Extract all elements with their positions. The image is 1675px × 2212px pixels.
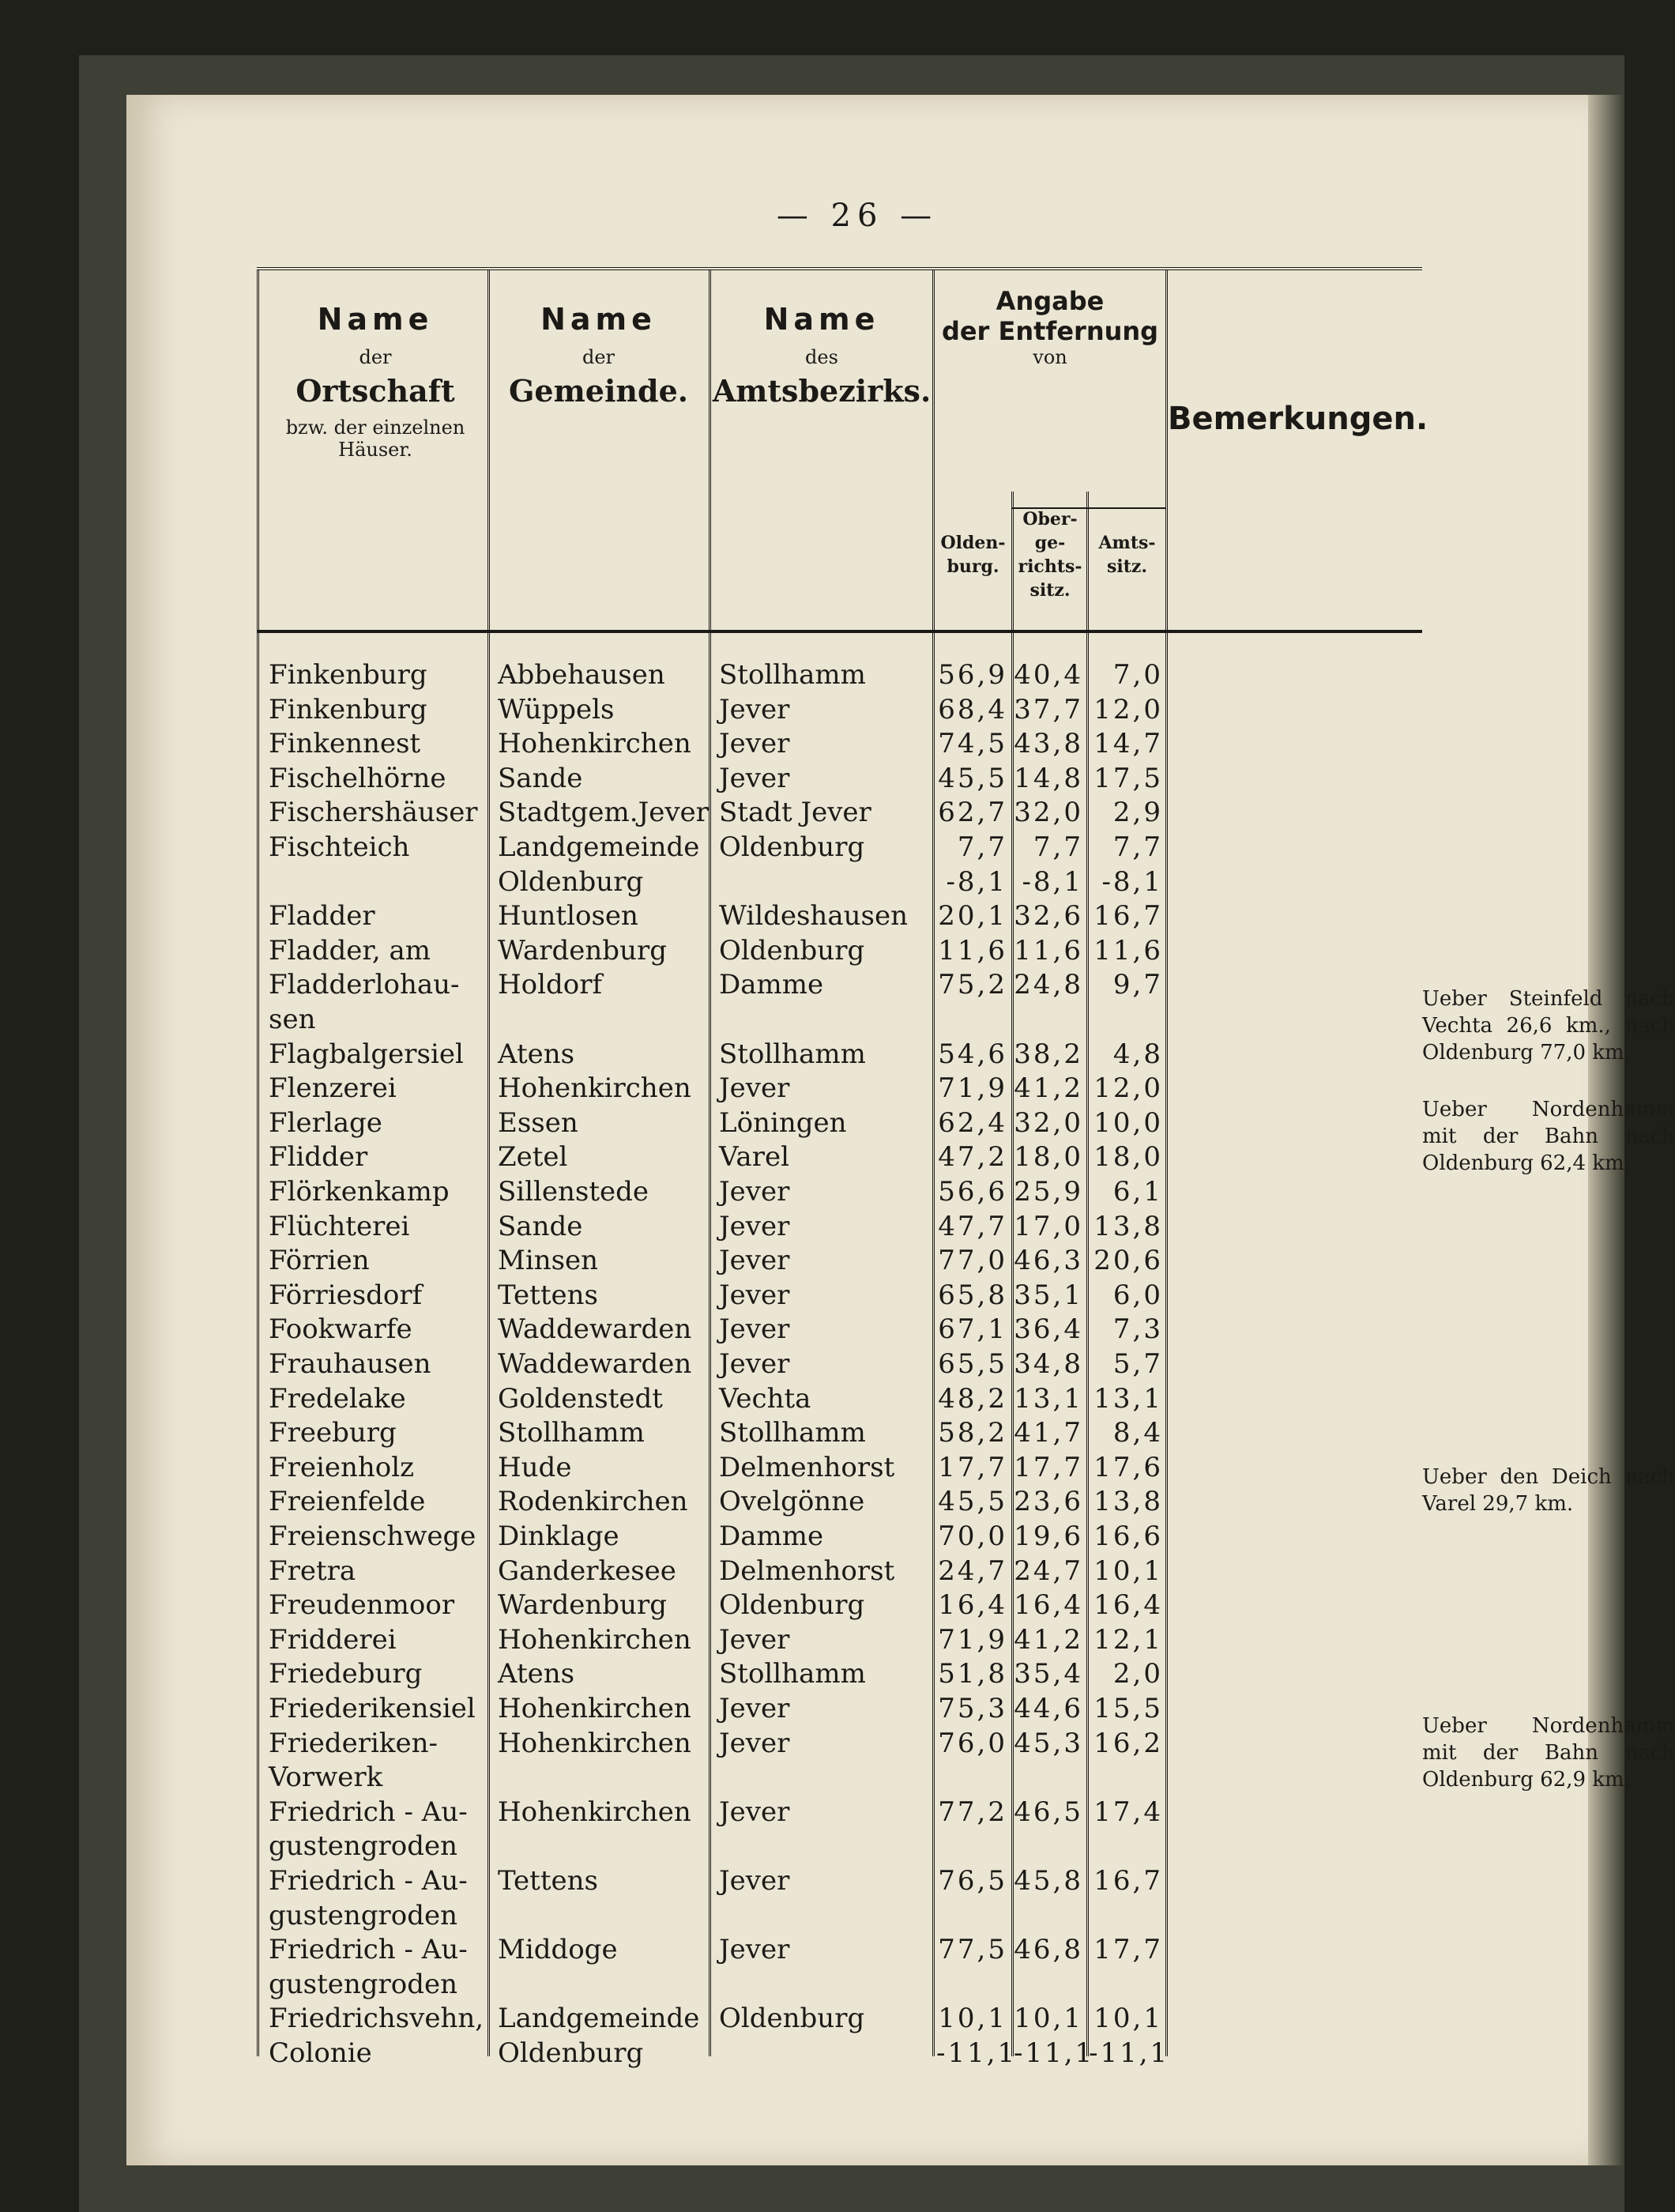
cell-ort: Freienholz: [269, 1451, 415, 1483]
cell-d3: 16,6: [1093, 1521, 1163, 1552]
cell-d3: 7,0: [1112, 659, 1163, 691]
cell-amt: Wildeshausen: [719, 900, 908, 933]
cell-d2: 19,6: [1014, 1521, 1083, 1552]
cell-gem: Hohenkirchen: [498, 728, 691, 760]
cell-amt: Oldenburg: [719, 934, 865, 967]
cell-amt: Jever: [719, 1727, 790, 1759]
cell-d2: 35,1: [1014, 1279, 1083, 1311]
cell-d3: 8,4: [1112, 1417, 1163, 1449]
cell-ort: Friedrich - Au-: [269, 1865, 468, 1897]
cell-amt: Jever: [719, 1176, 790, 1208]
cell-ort: Friedrich - Au-: [269, 1796, 468, 1828]
cell-gem: Oldenburg: [498, 2037, 644, 2069]
cell-d2: 46,5: [1014, 1796, 1083, 1828]
cell-ort: Friedrichsvehn,: [269, 2003, 484, 2035]
cell-amt: Jever: [719, 728, 790, 760]
cell-d3: 13,1: [1093, 1382, 1163, 1415]
cell-amt: Jever: [719, 1210, 790, 1242]
cell-ort: Fridderei: [269, 1623, 397, 1656]
cell-d1: 11,6: [938, 934, 1007, 967]
cell-d2: 46,8: [1014, 1934, 1083, 1966]
cell-d2: 14,8: [1014, 762, 1083, 794]
cell-d3: 16,7: [1093, 1865, 1163, 1897]
cell-gem: Stollhamm: [498, 1417, 645, 1449]
cell-d2: 16,4: [1014, 1589, 1083, 1622]
cell-gem: Hude: [498, 1451, 572, 1483]
cell-amt: Ovelgönne: [719, 1486, 865, 1518]
cell-ort: gustengroden: [269, 1830, 458, 1863]
cell-d3: 16,2: [1093, 1727, 1163, 1759]
cell-d1: 48,2: [938, 1382, 1007, 1415]
cell-ort: Freudenmoor: [269, 1589, 455, 1622]
cell-gem: Dinklage: [498, 1521, 619, 1552]
cell-d1: 45,5: [938, 1486, 1007, 1518]
cell-amt: Oldenburg: [719, 831, 865, 863]
cell-amt: Löningen: [719, 1106, 847, 1139]
page-number: — 26 —: [776, 198, 939, 234]
cell-gem: Wardenburg: [498, 1589, 667, 1622]
header-bemerkungen: Bemerkungen.: [1168, 401, 1428, 437]
cell-d3: -11,1: [1089, 2037, 1170, 2069]
cell-amt: Damme: [719, 969, 824, 1001]
cell-d3: 13,8: [1093, 1486, 1163, 1518]
cell-d1: 47,2: [938, 1141, 1007, 1174]
remark: Ueber Nordenhamm mit der Bahn nach Oldenburg 62,4 km.: [1422, 1098, 1675, 1175]
cell-amt: Jever: [719, 1693, 790, 1724]
cell-ort: Flenzerei: [269, 1072, 397, 1105]
cell-ort: Flidder: [269, 1141, 368, 1174]
cell-ort: Förriesdorf: [269, 1279, 423, 1311]
cell-d3: 2,0: [1112, 1658, 1163, 1690]
cell-d3: 9,7: [1112, 969, 1163, 1001]
remark: Ueber Nordenhamm mit der Bahn nach Oldenburg 62,9 km.: [1422, 1714, 1675, 1792]
cell-d3: 10,1: [1093, 1554, 1163, 1587]
cell-ort: Freeburg: [269, 1417, 397, 1449]
cell-d3: 14,7: [1093, 728, 1163, 760]
cell-amt: Jever: [719, 1313, 790, 1346]
cell-gem: Rodenkirchen: [498, 1486, 688, 1518]
cell-d1: 47,7: [938, 1210, 1007, 1242]
cell-d2: 24,7: [1014, 1554, 1083, 1587]
cell-d2: 23,6: [1014, 1486, 1083, 1518]
cell-amt: Jever: [719, 1623, 790, 1656]
distance-table: [257, 267, 1675, 2069]
cell-ort: Fretra: [269, 1554, 356, 1587]
cell-d1: 62,4: [938, 1106, 1007, 1139]
cell-gem: Goldenstedt: [498, 1382, 663, 1415]
cell-d1: 51,8: [938, 1658, 1007, 1690]
cell-d2: 34,8: [1014, 1348, 1083, 1380]
cell-d2: 38,2: [1014, 1038, 1083, 1070]
cell-d3: 16,7: [1093, 900, 1163, 933]
header-obergerichtssitz: Ober-ge-richts-sitz.: [1018, 509, 1082, 601]
cell-amt: Stollhamm: [719, 659, 866, 691]
cell-ort: Freienschwege: [269, 1521, 476, 1552]
cell-d2: 40,4: [1014, 659, 1083, 691]
cell-d2: 10,1: [1014, 2003, 1083, 2035]
cell-d3: 12,1: [1093, 1623, 1163, 1656]
cell-d1: 10,1: [938, 2003, 1007, 2035]
cell-d1: 20,1: [938, 900, 1007, 933]
cell-ort: Friedeburg: [269, 1658, 423, 1690]
cell-gem: Wüppels: [498, 693, 615, 725]
cell-d2: 32,0: [1014, 1106, 1083, 1139]
cell-gem: Hohenkirchen: [498, 1727, 691, 1759]
cell-gem: Minsen: [498, 1245, 599, 1277]
cell-ort: Fladder, am: [269, 934, 431, 967]
cell-d1: 7,7: [957, 831, 1007, 863]
cell-d2: 7,7: [1033, 831, 1083, 863]
cell-amt: Jever: [719, 1865, 790, 1897]
cell-ort: Flerlage: [269, 1106, 382, 1139]
cell-amt: Stollhamm: [719, 1038, 866, 1070]
cell-d2: 32,0: [1014, 797, 1083, 829]
cell-ort: Fischelhörne: [269, 762, 446, 794]
cell-ort: Finkennest: [269, 728, 421, 760]
cell-d3: 18,0: [1093, 1141, 1163, 1174]
cell-ort: Colonie: [269, 2037, 372, 2069]
cell-d1: 24,7: [938, 1554, 1007, 1587]
cell-gem: Sillenstede: [498, 1176, 649, 1208]
cell-d2: 41,7: [1014, 1417, 1083, 1449]
cell-gem: Atens: [498, 1038, 575, 1070]
cell-d1: 65,5: [938, 1348, 1007, 1380]
cell-ort: Flörkenkamp: [269, 1176, 450, 1208]
cell-gem: Waddewarden: [498, 1313, 692, 1346]
cell-d2: -8,1: [1022, 865, 1083, 898]
cell-gem: Tettens: [498, 1279, 598, 1311]
cell-ort: Friederiken-: [269, 1727, 438, 1759]
cell-d3: 17,6: [1093, 1451, 1163, 1483]
cell-amt: Oldenburg: [719, 1589, 865, 1622]
cell-d2: 41,2: [1014, 1623, 1083, 1656]
cell-d3: 10,0: [1093, 1106, 1163, 1139]
cell-d3: 15,5: [1093, 1693, 1163, 1724]
cell-d2: 13,1: [1014, 1382, 1083, 1415]
cell-d3: 4,8: [1112, 1038, 1163, 1070]
cell-ort: gustengroden: [269, 1968, 458, 2000]
cell-d3: 6,1: [1112, 1176, 1163, 1208]
cell-d3: 12,0: [1093, 1072, 1163, 1105]
cell-ort: Fischershäuser: [269, 797, 478, 829]
cell-amt: Varel: [719, 1141, 789, 1174]
cell-d3: -8,1: [1101, 865, 1163, 898]
cell-gem: Atens: [498, 1658, 575, 1690]
cell-d1: 45,5: [938, 762, 1007, 794]
cell-d1: 71,9: [938, 1072, 1007, 1105]
cell-amt: Jever: [719, 1348, 790, 1380]
cell-amt: Oldenburg: [719, 2003, 865, 2035]
cell-d1: 76,5: [938, 1865, 1007, 1897]
cell-d1: 56,6: [938, 1176, 1007, 1208]
cell-gem: Landgemeinde: [498, 831, 700, 863]
remark: Ueber den Deich nach Varel 29,7 km.: [1422, 1465, 1675, 1516]
cell-d1: 71,9: [938, 1623, 1007, 1656]
cell-d2: 46,3: [1014, 1245, 1083, 1277]
cell-d2: 44,6: [1014, 1693, 1083, 1724]
cell-d1: 68,4: [938, 693, 1007, 725]
cell-ort: Fladder: [269, 900, 375, 933]
cell-amt: Stollhamm: [719, 1417, 866, 1449]
cell-d1: 77,5: [938, 1934, 1007, 1966]
cell-amt: Jever: [719, 762, 790, 794]
cell-d3: 5,7: [1112, 1348, 1163, 1380]
cell-gem: Abbehausen: [498, 659, 665, 691]
cell-d2: 24,8: [1014, 969, 1083, 1001]
book-page: [126, 95, 1675, 2165]
cell-gem: Landgemeinde: [498, 2003, 700, 2035]
cell-gem: Zetel: [498, 1141, 568, 1174]
cell-gem: Wardenburg: [498, 934, 667, 967]
cell-gem: Middoge: [498, 1934, 618, 1966]
cell-gem: Hohenkirchen: [498, 1072, 691, 1105]
cell-d1: 77,0: [938, 1245, 1007, 1277]
cell-ort: Fischteich: [269, 831, 410, 863]
cell-amt: Delmenhorst: [719, 1451, 895, 1483]
cell-d1: 75,2: [938, 969, 1007, 1001]
cell-ort: Fladderlohau-: [269, 969, 460, 1001]
cell-amt: Stadt Jever: [719, 797, 871, 829]
cell-ort: Förrien: [269, 1245, 370, 1277]
cell-d2: 37,7: [1014, 693, 1083, 725]
cell-ort: Flagbalgersiel: [269, 1038, 464, 1070]
cell-d2: 35,4: [1014, 1658, 1083, 1690]
cell-d2: 25,9: [1014, 1176, 1083, 1208]
cell-amt: Jever: [719, 1245, 790, 1277]
cell-ort: Flüchterei: [269, 1210, 410, 1242]
cell-d1: 65,8: [938, 1279, 1007, 1311]
cell-ort: Fredelake: [269, 1382, 406, 1415]
cell-d3: 17,7: [1093, 1934, 1163, 1966]
header-gemeinde: Name der Gemeinde.: [508, 302, 689, 409]
cell-d2: 45,8: [1014, 1865, 1083, 1897]
cell-ort: Vorwerk: [269, 1762, 383, 1794]
cell-d3: 16,4: [1093, 1589, 1163, 1622]
cell-amt: Stollhamm: [719, 1658, 866, 1690]
cell-d3: 2,9: [1112, 797, 1163, 829]
cell-d3: 20,6: [1093, 1245, 1163, 1277]
cell-d1: 76,0: [938, 1727, 1007, 1759]
cell-d2: 41,2: [1014, 1072, 1083, 1105]
cell-d2: 18,0: [1014, 1141, 1083, 1174]
cell-d3: 7,7: [1112, 831, 1163, 863]
cell-d1: 62,7: [938, 797, 1007, 829]
cell-d3: 17,5: [1093, 762, 1163, 794]
cell-d2: 45,3: [1014, 1727, 1083, 1759]
cell-d3: 11,6: [1093, 934, 1163, 967]
cell-ort: sen: [269, 1004, 316, 1035]
cell-d3: 12,0: [1093, 693, 1163, 725]
header-entfernung: Angabe der Entfernung von: [941, 286, 1159, 368]
cell-gem: Hohenkirchen: [498, 1623, 691, 1656]
cell-d1: 75,3: [938, 1693, 1007, 1724]
cell-ort: Finkenburg: [269, 659, 427, 691]
cell-gem: Holdorf: [498, 969, 603, 1001]
cell-d2: 43,8: [1014, 728, 1083, 760]
cell-d2: 36,4: [1014, 1313, 1083, 1346]
cell-gem: Hohenkirchen: [498, 1693, 691, 1724]
cell-d2: 17,0: [1014, 1210, 1083, 1242]
cell-gem: Stadtgem.Jever: [498, 797, 709, 829]
cell-d3: 7,3: [1112, 1313, 1163, 1346]
cell-d1: -8,1: [946, 865, 1007, 898]
cell-d2: 17,7: [1014, 1451, 1083, 1483]
cell-d1: 74,5: [938, 728, 1007, 760]
header-amtssitz: Amts-sitz.: [1098, 533, 1156, 577]
cell-d2: 32,6: [1014, 900, 1083, 933]
cell-gem: Oldenburg: [498, 865, 644, 898]
cell-d3: 10,1: [1093, 2003, 1163, 2035]
cell-d2: -11,1: [1014, 2037, 1095, 2069]
cell-gem: Waddewarden: [498, 1348, 692, 1380]
cell-d1: 16,4: [938, 1589, 1007, 1622]
cell-d3: 13,8: [1093, 1210, 1163, 1242]
cell-amt: Vechta: [719, 1382, 811, 1415]
cell-gem: Ganderkesee: [498, 1554, 676, 1587]
cell-amt: Jever: [719, 693, 790, 725]
cell-gem: Hohenkirchen: [498, 1796, 691, 1828]
cell-amt: Jever: [719, 1796, 790, 1828]
cell-ort: gustengroden: [269, 1899, 458, 1931]
cell-ort: Freienfelde: [269, 1486, 426, 1518]
cell-d1: 70,0: [938, 1521, 1007, 1552]
cell-ort: Frauhausen: [269, 1348, 431, 1380]
header-amtsbezirk: Name des Amtsbezirks.: [712, 302, 932, 409]
cell-d3: 6,0: [1112, 1279, 1163, 1311]
cell-amt: Jever: [719, 1072, 790, 1105]
cell-gem: Essen: [498, 1106, 578, 1139]
remark: Ueber Steinfeld nach Vechta 26,6 km., nach Oldenburg 77,0 km.: [1422, 987, 1675, 1065]
cell-gem: Tettens: [498, 1865, 598, 1897]
cell-ort: Fookwarfe: [269, 1313, 412, 1346]
cell-d1: -11,1: [936, 2037, 1018, 2069]
cell-amt: Damme: [719, 1521, 824, 1552]
cell-ort: Friederikensiel: [269, 1693, 476, 1724]
cell-amt: Jever: [719, 1934, 790, 1966]
header-ortschaft: Name der Ortschaft bzw. der einzelnen Häuser.: [285, 302, 465, 461]
cell-gem: Huntlosen: [498, 900, 638, 933]
cell-gem: Sande: [498, 762, 583, 794]
header-oldenburg: Olden-burg.: [940, 533, 1006, 577]
cell-ort: Friedrich - Au-: [269, 1934, 468, 1966]
cell-d1: 17,7: [938, 1451, 1007, 1483]
cell-d1: 77,2: [938, 1796, 1007, 1828]
cell-d1: 54,6: [938, 1038, 1007, 1070]
cell-amt: Delmenhorst: [719, 1554, 895, 1587]
cell-d1: 56,9: [938, 659, 1007, 691]
cell-d1: 58,2: [938, 1417, 1007, 1449]
cell-d1: 67,1: [938, 1313, 1007, 1346]
cell-d2: 11,6: [1014, 934, 1083, 967]
cell-d3: 17,4: [1093, 1796, 1163, 1828]
cell-gem: Sande: [498, 1210, 583, 1242]
cell-amt: Jever: [719, 1279, 790, 1311]
cell-ort: Finkenburg: [269, 693, 427, 725]
